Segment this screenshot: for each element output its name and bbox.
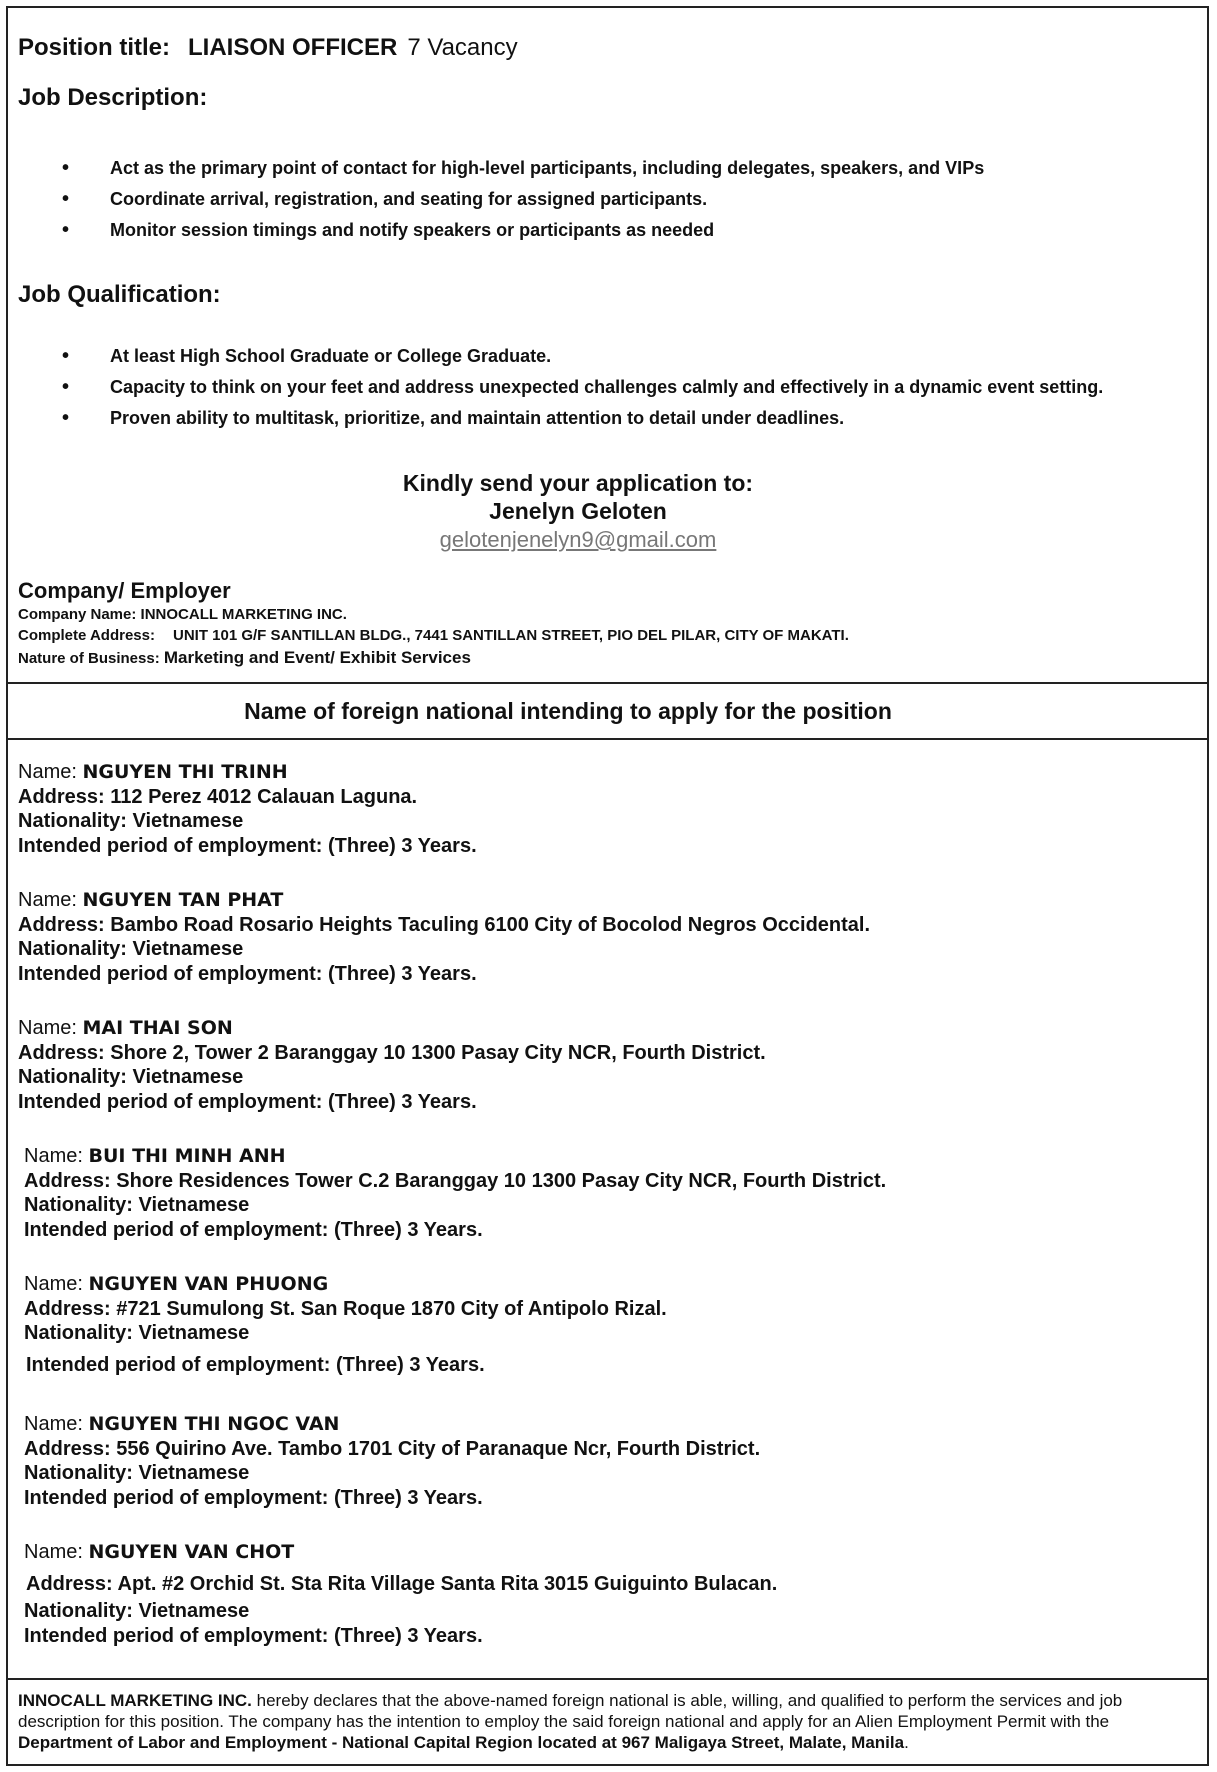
employment-period: (Three) 3 Years. bbox=[328, 1090, 477, 1113]
company-address: UNIT 101 G/F SANTILLAN BLDG., 7441 SANTILLAN STREET, PIO DEL PILAR, CITY OF MAKATI. bbox=[172, 627, 849, 644]
company-address-row: Complete Address: UNIT 101 G/F SANTILLAN BLDG., 7441 SANTILLAN STREET, PIO DEL PILAR, CITY OF MAKATI. bbox=[18, 627, 849, 644]
national-nationality: Vietnamese bbox=[132, 810, 244, 832]
list-item: Name: NGUYEN TAN PHAT Address: Bambo Road Rosario Heights Taculing 6100 City of Bocolod Negros Occidental. Nationality: Vietnamese Intended period of employment: (Three) 3 Years. bbox=[18, 889, 871, 985]
national-nationality: Vietnamese bbox=[138, 1322, 250, 1344]
list-item: • Capacity to think on your feet and address unexpected challenges calmly and effectively in a dynamic event setting. bbox=[62, 372, 1103, 403]
list-item: • Monitor session timings and notify speakers or participants as needed bbox=[62, 215, 984, 246]
contact-email-link[interactable]: gelotenjenelyn9@gmail.com bbox=[439, 527, 717, 552]
national-name: NGUYEN TAN PHAT bbox=[82, 889, 284, 911]
national-name: BUI THI MINH ANH bbox=[88, 1145, 286, 1167]
application-instruction: Kindly send your application to: bbox=[402, 470, 754, 496]
national-address: Apt. #2 Orchid St. Sta Rita Village Santa Rita 3015 Guiguinto Bulacan. bbox=[117, 1572, 778, 1595]
list-item: • At least High School Graduate or College Graduate. bbox=[62, 341, 1103, 372]
list-item: Name: BUI THI MINH ANH Address: Shore Residences Tower C.2 Baranggay 10 1300 Pasay City NCR, Fourth District. Nationality: Vietnamese Intended period of employment: (Three) 3 Years. bbox=[24, 1145, 887, 1241]
national-address: Shore 2, Tower 2 Baranggay 10 1300 Pasay City NCR, Fourth District. bbox=[110, 1041, 766, 1064]
document-frame bbox=[6, 6, 1209, 1766]
national-nationality: Vietnamese bbox=[138, 1600, 250, 1622]
declaration-department: Department of Labor and Employment - National Capital Region located at 967 Maligaya Street, Malate, Manila bbox=[18, 1733, 905, 1752]
job-posting-section bbox=[8, 8, 1207, 682]
national-address: 112 Perez 4012 Calauan Laguna. bbox=[110, 785, 418, 808]
list-item: Name: NGUYEN THI TRINH Address: 112 Perez 4012 Calauan Laguna. Nationality: Vietnamese Intended period of employment: (Three) 3 Years. bbox=[18, 761, 477, 857]
position-name: LIAISON OFFICER bbox=[188, 34, 398, 61]
national-address: Shore Residences Tower C.2 Baranggay 10 1300 Pasay City NCR, Fourth District. bbox=[116, 1169, 887, 1192]
employment-period: (Three) 3 Years. bbox=[334, 1218, 483, 1241]
national-nationality: Vietnamese bbox=[132, 1066, 244, 1088]
national-nationality: Vietnamese bbox=[138, 1194, 250, 1216]
job-description-heading: Job Description: bbox=[18, 84, 208, 111]
foreign-national-title: Name of foreign national intending to apply for the position bbox=[244, 698, 892, 724]
declaration-company: INNOCALL MARKETING INC. bbox=[18, 1691, 252, 1710]
national-address: 556 Quirino Ave. Tambo 1701 City of Paranaque Ncr, Fourth District. bbox=[116, 1437, 761, 1460]
vacancy-count: 7 Vacancy bbox=[407, 34, 518, 61]
company-name: INNOCALL MARKETING INC. bbox=[140, 606, 347, 623]
national-name: NGUYEN VAN CHOT bbox=[88, 1541, 295, 1563]
contact-name: Jenelyn Geloten bbox=[489, 498, 667, 524]
employment-period: (Three) 3 Years. bbox=[334, 1486, 483, 1509]
employment-period: (Three) 3 Years. bbox=[336, 1353, 485, 1376]
declaration-text: INNOCALL MARKETING INC. hereby declares that the above-named foreign national is able, willing, and qualified to perform the services and job description for this position. The company has the intention to employ the said foreign national and apply for an Alien Employment Permit with the Department of Labor and Employment - National Capital Region located at 967 Maligaya Street, Malate, Manila. bbox=[18, 1691, 1123, 1752]
nature-of-business: Marketing and Event/ Exhibit Services bbox=[163, 648, 471, 667]
company-name-row: Company Name: INNOCALL MARKETING INC. bbox=[18, 606, 347, 623]
job-qualification-list bbox=[62, 341, 1103, 434]
employer-heading: Company/ Employer bbox=[18, 578, 231, 603]
national-name: NGUYEN THI NGOC VAN bbox=[88, 1413, 340, 1435]
national-name: MAI THAI SON bbox=[82, 1017, 233, 1039]
job-qualification-heading: Job Qualification: bbox=[18, 281, 221, 308]
list-item: Name: NGUYEN VAN CHOT Address: Apt. #2 Orchid St. Sta Rita Village Santa Rita 3015 Guiguinto Bulacan. Nationality: Vietnamese Intended period of employment: (Three) 3 Years. bbox=[24, 1541, 778, 1647]
national-address: #721 Sumulong St. San Roque 1870 City of Antipolo Rizal. bbox=[116, 1297, 667, 1320]
national-name: NGUYEN THI TRINH bbox=[82, 761, 288, 783]
list-item: • Coordinate arrival, registration, and seating for assigned participants. bbox=[62, 184, 984, 215]
national-name: NGUYEN VAN PHUONG bbox=[88, 1273, 329, 1295]
national-nationality: Vietnamese bbox=[138, 1462, 250, 1484]
nature-of-business-row: Nature of Business: Marketing and Event/ Exhibit Services bbox=[18, 648, 471, 667]
employment-period: (Three) 3 Years. bbox=[328, 834, 477, 857]
foreign-nationals-list bbox=[8, 740, 1207, 1678]
national-address: Bambo Road Rosario Heights Taculing 6100 City of Bocolod Negros Occidental. bbox=[110, 913, 871, 936]
list-item: Name: NGUYEN THI NGOC VAN Address: 556 Quirino Ave. Tambo 1701 City of Paranaque Ncr, Fourth District. Nationality: Vietnamese Intended period of employment: (Three) 3 Years. bbox=[24, 1413, 761, 1509]
declaration-section bbox=[8, 1678, 1207, 1768]
list-item: • Act as the primary point of contact for high-level participants, including delegates, speakers, and VIPs bbox=[62, 153, 984, 184]
national-nationality: Vietnamese bbox=[132, 938, 244, 960]
foreign-national-header bbox=[8, 682, 1207, 740]
employment-period: (Three) 3 Years. bbox=[328, 962, 477, 985]
list-item: Name: NGUYEN VAN PHUONG Address: #721 Sumulong St. San Roque 1870 City of Antipolo Rizal. Nationality: Vietnamese Intended period of employment: (Three) 3 Years. bbox=[24, 1273, 667, 1376]
employment-period: (Three) 3 Years. bbox=[334, 1624, 483, 1647]
job-description-list bbox=[62, 153, 984, 246]
position-title: Position title: LIAISON OFFICER 7 Vacancy bbox=[18, 34, 518, 61]
list-item: • Proven ability to multitask, prioritize, and maintain attention to detail under deadlines. bbox=[62, 403, 1103, 434]
list-item: Name: MAI THAI SON Address: Shore 2, Tower 2 Baranggay 10 1300 Pasay City NCR, Fourth District. Nationality: Vietnamese Intended period of employment: (Three) 3 Years. bbox=[18, 1017, 766, 1113]
